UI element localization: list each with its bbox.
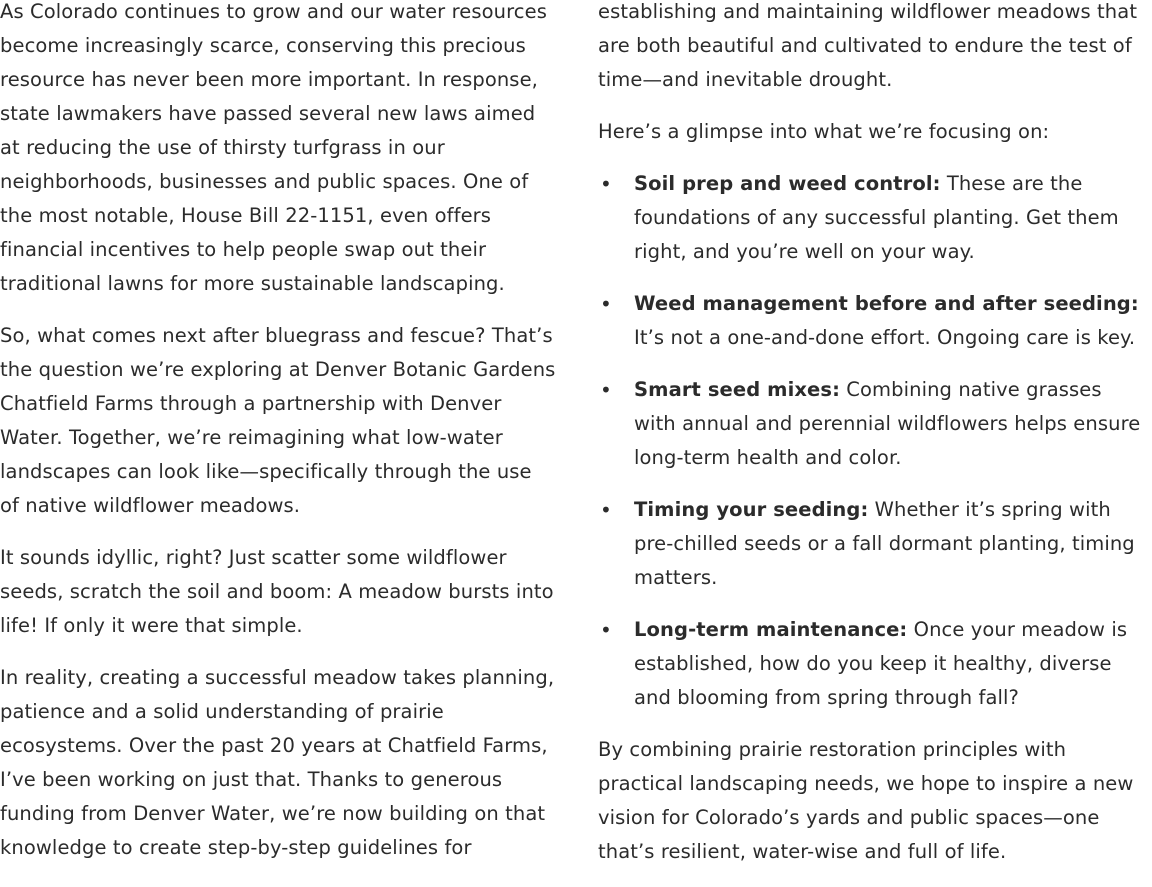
bullet-icon: •: [600, 172, 612, 196]
paragraph-closing: By combining prairie restoration principles with practical landscaping needs, we hope to inspire a new vision for Colorado’s yards and public spaces—one that’s resilient, water-wise and full of life.: [598, 738, 1134, 863]
right-column: [598, 0, 1148, 887]
list-item: [598, 493, 1148, 595]
list-item-text: It’s not a one-and-done effort. Ongoing care is key.: [634, 326, 1136, 349]
paragraph-water-laws: As Colorado continues to grow and our water resources become increasingly scarce, conserving this precious resource has never been more important. In response, state lawmakers have passed several new laws aimed at reducing the use of thirsty turfgrass in our neighborhoods, businesses and public spaces. One of the most notable, House Bill 22-1151, even offers financial incentives to help people swap out their traditional lawns for more sustainable landscaping.: [0, 0, 547, 295]
list-item-term: Long-term maintenance:: [634, 618, 908, 641]
list-item-term: Weed management before and after seeding:: [634, 292, 1139, 315]
list-item-text: Once your meadow is established, how do you keep it healthy, diverse and blooming from spring through fall?: [634, 618, 1128, 709]
list-item-term: Timing your seeding:: [634, 498, 869, 521]
paragraph-reality: In reality, creating a successful meadow takes planning, patience and a solid understanding of prairie ecosystems. Over the past 20 years at Chatfield Farms, I’ve been working on just that. Thanks to generous funding from Denver Water, we’re now building on that knowledge to create step-by-step guidelines for: [0, 666, 555, 859]
paragraph-focus-intro: Here’s a glimpse into what we’re focusing on:: [598, 120, 1050, 143]
list-item-text: Combining native grasses with annual and perennial wildflowers helps ensure long-term health and color.: [634, 378, 1141, 469]
bullet-icon: •: [600, 498, 612, 522]
list-item: [598, 287, 1148, 355]
paragraph-partnership: So, what comes next after bluegrass and fescue? That’s the question we’re exploring at Denver Botanic Gardens Chatfield Farms through a partnership with Denver Water. Together, we’re reimagining what low-water landscapes can look like—specifically through the use of native wildflower meadows.: [0, 324, 556, 517]
left-column: [0, 0, 556, 883]
list-item-term: Soil prep and weed control:: [634, 172, 941, 195]
bullet-icon: •: [600, 292, 612, 316]
bullet-icon: •: [600, 378, 612, 402]
bullet-icon: •: [600, 618, 612, 642]
paragraph-idyllic: It sounds idyllic, right? Just scatter some wildflower seeds, scratch the soil and boom: A meadow bursts into life! If only it were that simple.: [0, 546, 554, 637]
paragraph-continuation: establishing and maintaining wildflower meadows that are both beautiful and cultivated to endure the test of time—and inevitable drought.: [598, 0, 1138, 91]
list-item-term: Smart seed mixes:: [634, 378, 840, 401]
list-item: [598, 373, 1148, 475]
list-item-text: Whether it’s spring with pre-chilled seeds or a fall dormant planting, timing matters.: [634, 498, 1135, 589]
list-item-text: These are the foundations of any successful planting. Get them right, and you’re well on your way.: [634, 172, 1119, 263]
list-item: [598, 613, 1148, 715]
focus-list: [598, 167, 1148, 715]
list-item: [598, 167, 1148, 269]
